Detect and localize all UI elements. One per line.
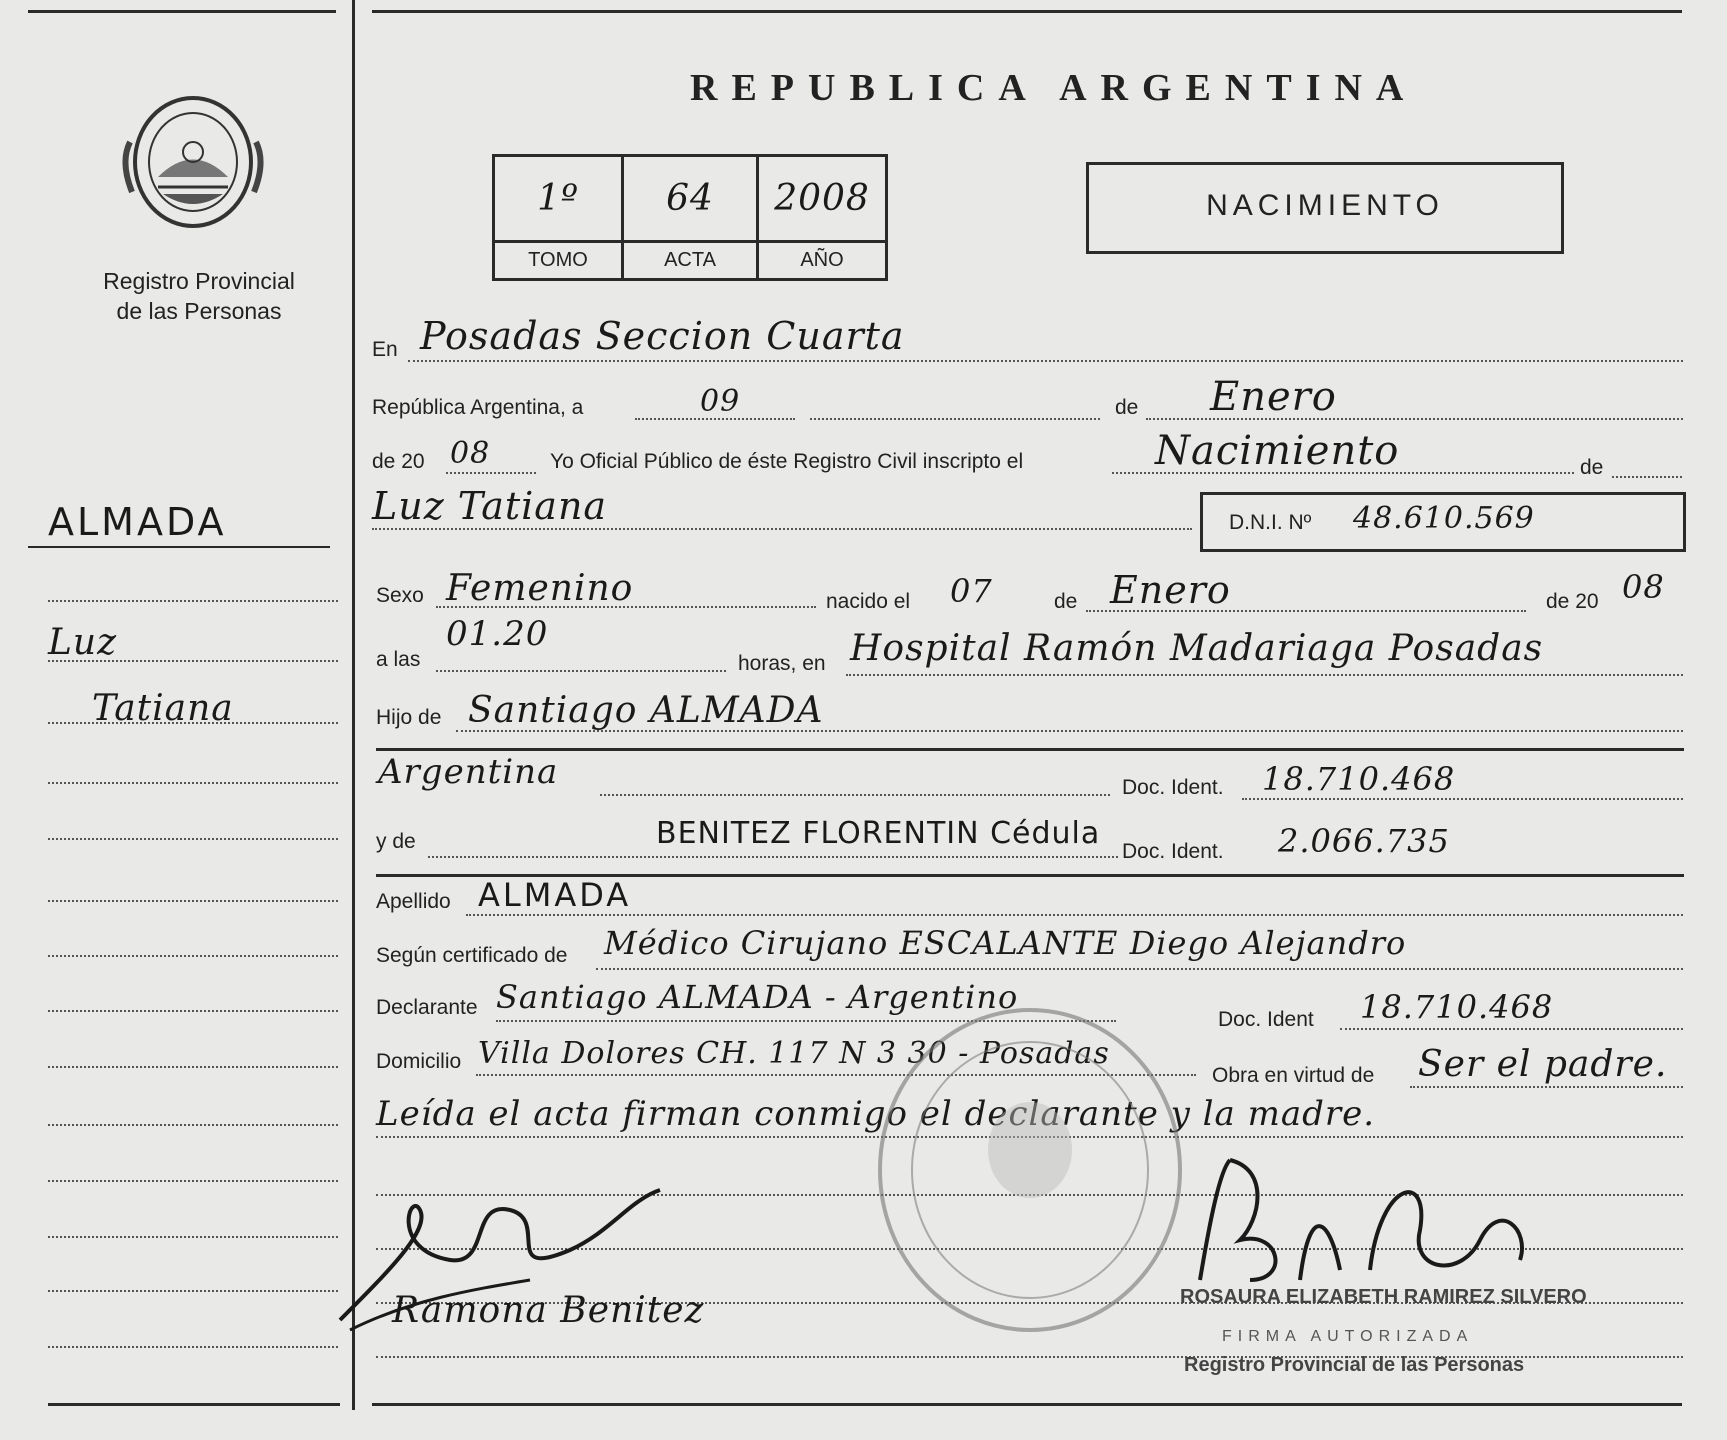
sexo-label: Sexo <box>376 584 424 607</box>
mother-doc: 2.066.735 <box>1278 822 1450 860</box>
mother-name: BENITEZ FLORENTIN Cédula <box>656 816 1101 851</box>
birth-day: 07 <box>950 572 993 610</box>
act-de-label: de <box>1580 456 1604 479</box>
birth-de-label: de <box>1054 590 1078 613</box>
margin-line <box>48 838 338 840</box>
month-value: Enero <box>1210 374 1337 420</box>
birth-month: Enero <box>1110 568 1231 612</box>
day-value: 09 <box>700 384 741 419</box>
nacido-label: nacido el <box>826 590 911 613</box>
bottom-rule-right <box>372 1403 1682 1406</box>
doc-type: NACIMIENTO <box>1206 189 1444 222</box>
domicilio-value: Villa Dolores CH. 117 N 3 30 - Posadas <box>478 1036 1110 1071</box>
declarante-doc-label: Doc. Ident <box>1218 1008 1314 1031</box>
declarante-label: Declarante <box>376 996 478 1019</box>
margin-surname-rule <box>28 546 330 548</box>
a-las-label: a las <box>376 648 421 671</box>
apellido-line <box>466 914 1683 916</box>
page-title: REPUBLICA ARGENTINA <box>690 67 1418 109</box>
official-signature <box>1180 1140 1540 1290</box>
margin-line <box>48 1236 338 1238</box>
margin-line <box>48 1066 338 1068</box>
father-doc-label: Doc. Ident. <box>1122 776 1224 799</box>
anio-label: AÑO <box>800 249 844 271</box>
year-line <box>446 472 536 474</box>
horas-label: horas, en <box>738 652 826 675</box>
father-rule <box>376 748 1684 751</box>
certificate-value: Médico Cirujano ESCALANTE Diego Alejandro <box>604 924 1407 962</box>
registry-table <box>492 154 888 281</box>
hijo-label: Hijo de <box>376 706 442 729</box>
declarante-doc-line <box>1340 1028 1683 1030</box>
margin-line <box>48 722 338 724</box>
father-doc: 18.710.468 <box>1262 760 1456 798</box>
margin-line <box>48 600 338 602</box>
tomo-value: 1º <box>537 178 579 219</box>
certificate-line <box>596 968 1683 970</box>
person-name: Luz Tatiana <box>372 484 608 528</box>
act-value: Nacimiento <box>1155 428 1400 474</box>
official-agency: Registro Provincial de las Personas <box>1184 1354 1525 1376</box>
year-suffix: 08 <box>450 436 491 471</box>
sexo-value: Femenino <box>446 568 634 609</box>
time-value: 01.20 <box>446 614 549 654</box>
place-line <box>846 674 1683 676</box>
margin-line <box>48 1180 338 1182</box>
en-line <box>408 360 1683 362</box>
birth-year-prefix: de 20 <box>1546 590 1599 613</box>
domicilio-label: Domicilio <box>376 1050 462 1073</box>
doc-type-box <box>1086 162 1564 254</box>
acta-value: 64 <box>666 178 714 219</box>
oficial-label: Yo Oficial Público de éste Registro Civil inscripto el <box>550 450 1024 473</box>
year-prefix: de 20 <box>372 450 425 473</box>
father-nationality: Argentina <box>378 752 559 792</box>
obra-line <box>1410 1086 1683 1088</box>
declarante-doc: 18.710.468 <box>1360 988 1554 1026</box>
nationality-line <box>600 794 1110 796</box>
mother-signature: Ramona Benitez <box>392 1290 705 1331</box>
apellido-value: ALMADA <box>478 876 632 914</box>
month-de-label: de <box>1115 396 1139 419</box>
declarante-value: Santiago ALMADA - Argentino <box>496 978 1019 1016</box>
margin-line <box>48 900 338 902</box>
top-rule-left <box>28 10 336 13</box>
margin-surname: ALMADA <box>48 500 227 544</box>
republica-label: República Argentina, a <box>372 396 584 419</box>
margin-given-1: Luz <box>48 622 118 663</box>
birth-year-suffix: 08 <box>1622 568 1665 606</box>
y-de-label: y de <box>376 830 416 853</box>
dni-value: 48.610.569 <box>1353 501 1535 536</box>
top-rule-right <box>372 10 1682 13</box>
bottom-rule-left <box>48 1403 340 1406</box>
margin-line <box>48 782 338 784</box>
margin-line <box>48 955 338 957</box>
time-line <box>436 670 726 672</box>
margin-line <box>48 1290 338 1292</box>
margin-line <box>48 1346 338 1348</box>
act-de-line <box>1612 476 1682 478</box>
official-title: FIRMA AUTORIZADA <box>1222 1328 1474 1345</box>
agency-line-1: Registro Provincial <box>103 268 295 294</box>
official-stamp <box>870 1000 1190 1340</box>
apellido-label: Apellido <box>376 890 451 913</box>
en-label: En <box>372 338 398 361</box>
father-doc-line <box>1242 798 1683 800</box>
acta-label: ACTA <box>664 249 716 271</box>
father-name: Santiago ALMADA <box>468 690 824 731</box>
tomo-label: TOMO <box>528 249 588 271</box>
obra-label: Obra en virtud de <box>1212 1064 1375 1087</box>
mother-doc-label: Doc. Ident. <box>1122 840 1224 863</box>
agency-line-2: de las Personas <box>116 298 282 324</box>
official-name: ROSAURA ELIZABETH RAMIREZ SILVERO <box>1180 1286 1587 1308</box>
obra-value: Ser el padre. <box>1418 1044 1668 1085</box>
margin-line <box>48 1010 338 1012</box>
dni-box <box>1200 492 1686 552</box>
anio-value: 2008 <box>774 178 870 219</box>
margin-line <box>48 660 338 662</box>
margin-line <box>48 1124 338 1126</box>
dni-label: D.N.I. Nº <box>1229 511 1312 534</box>
mother-line <box>428 856 1118 858</box>
closing-value: Leída el acta firman conmigo el declarante y la madre. <box>376 1094 1376 1134</box>
day-line-2 <box>810 418 1100 420</box>
en-value: Posadas Seccion Cuarta <box>420 314 905 358</box>
place-value: Hospital Ramón Madariaga Posadas <box>850 628 1544 669</box>
name-line <box>372 528 1192 530</box>
province-seal <box>118 82 268 242</box>
margin-given-2: Tatiana <box>92 688 234 729</box>
segun-label: Según certificado de <box>376 944 568 967</box>
